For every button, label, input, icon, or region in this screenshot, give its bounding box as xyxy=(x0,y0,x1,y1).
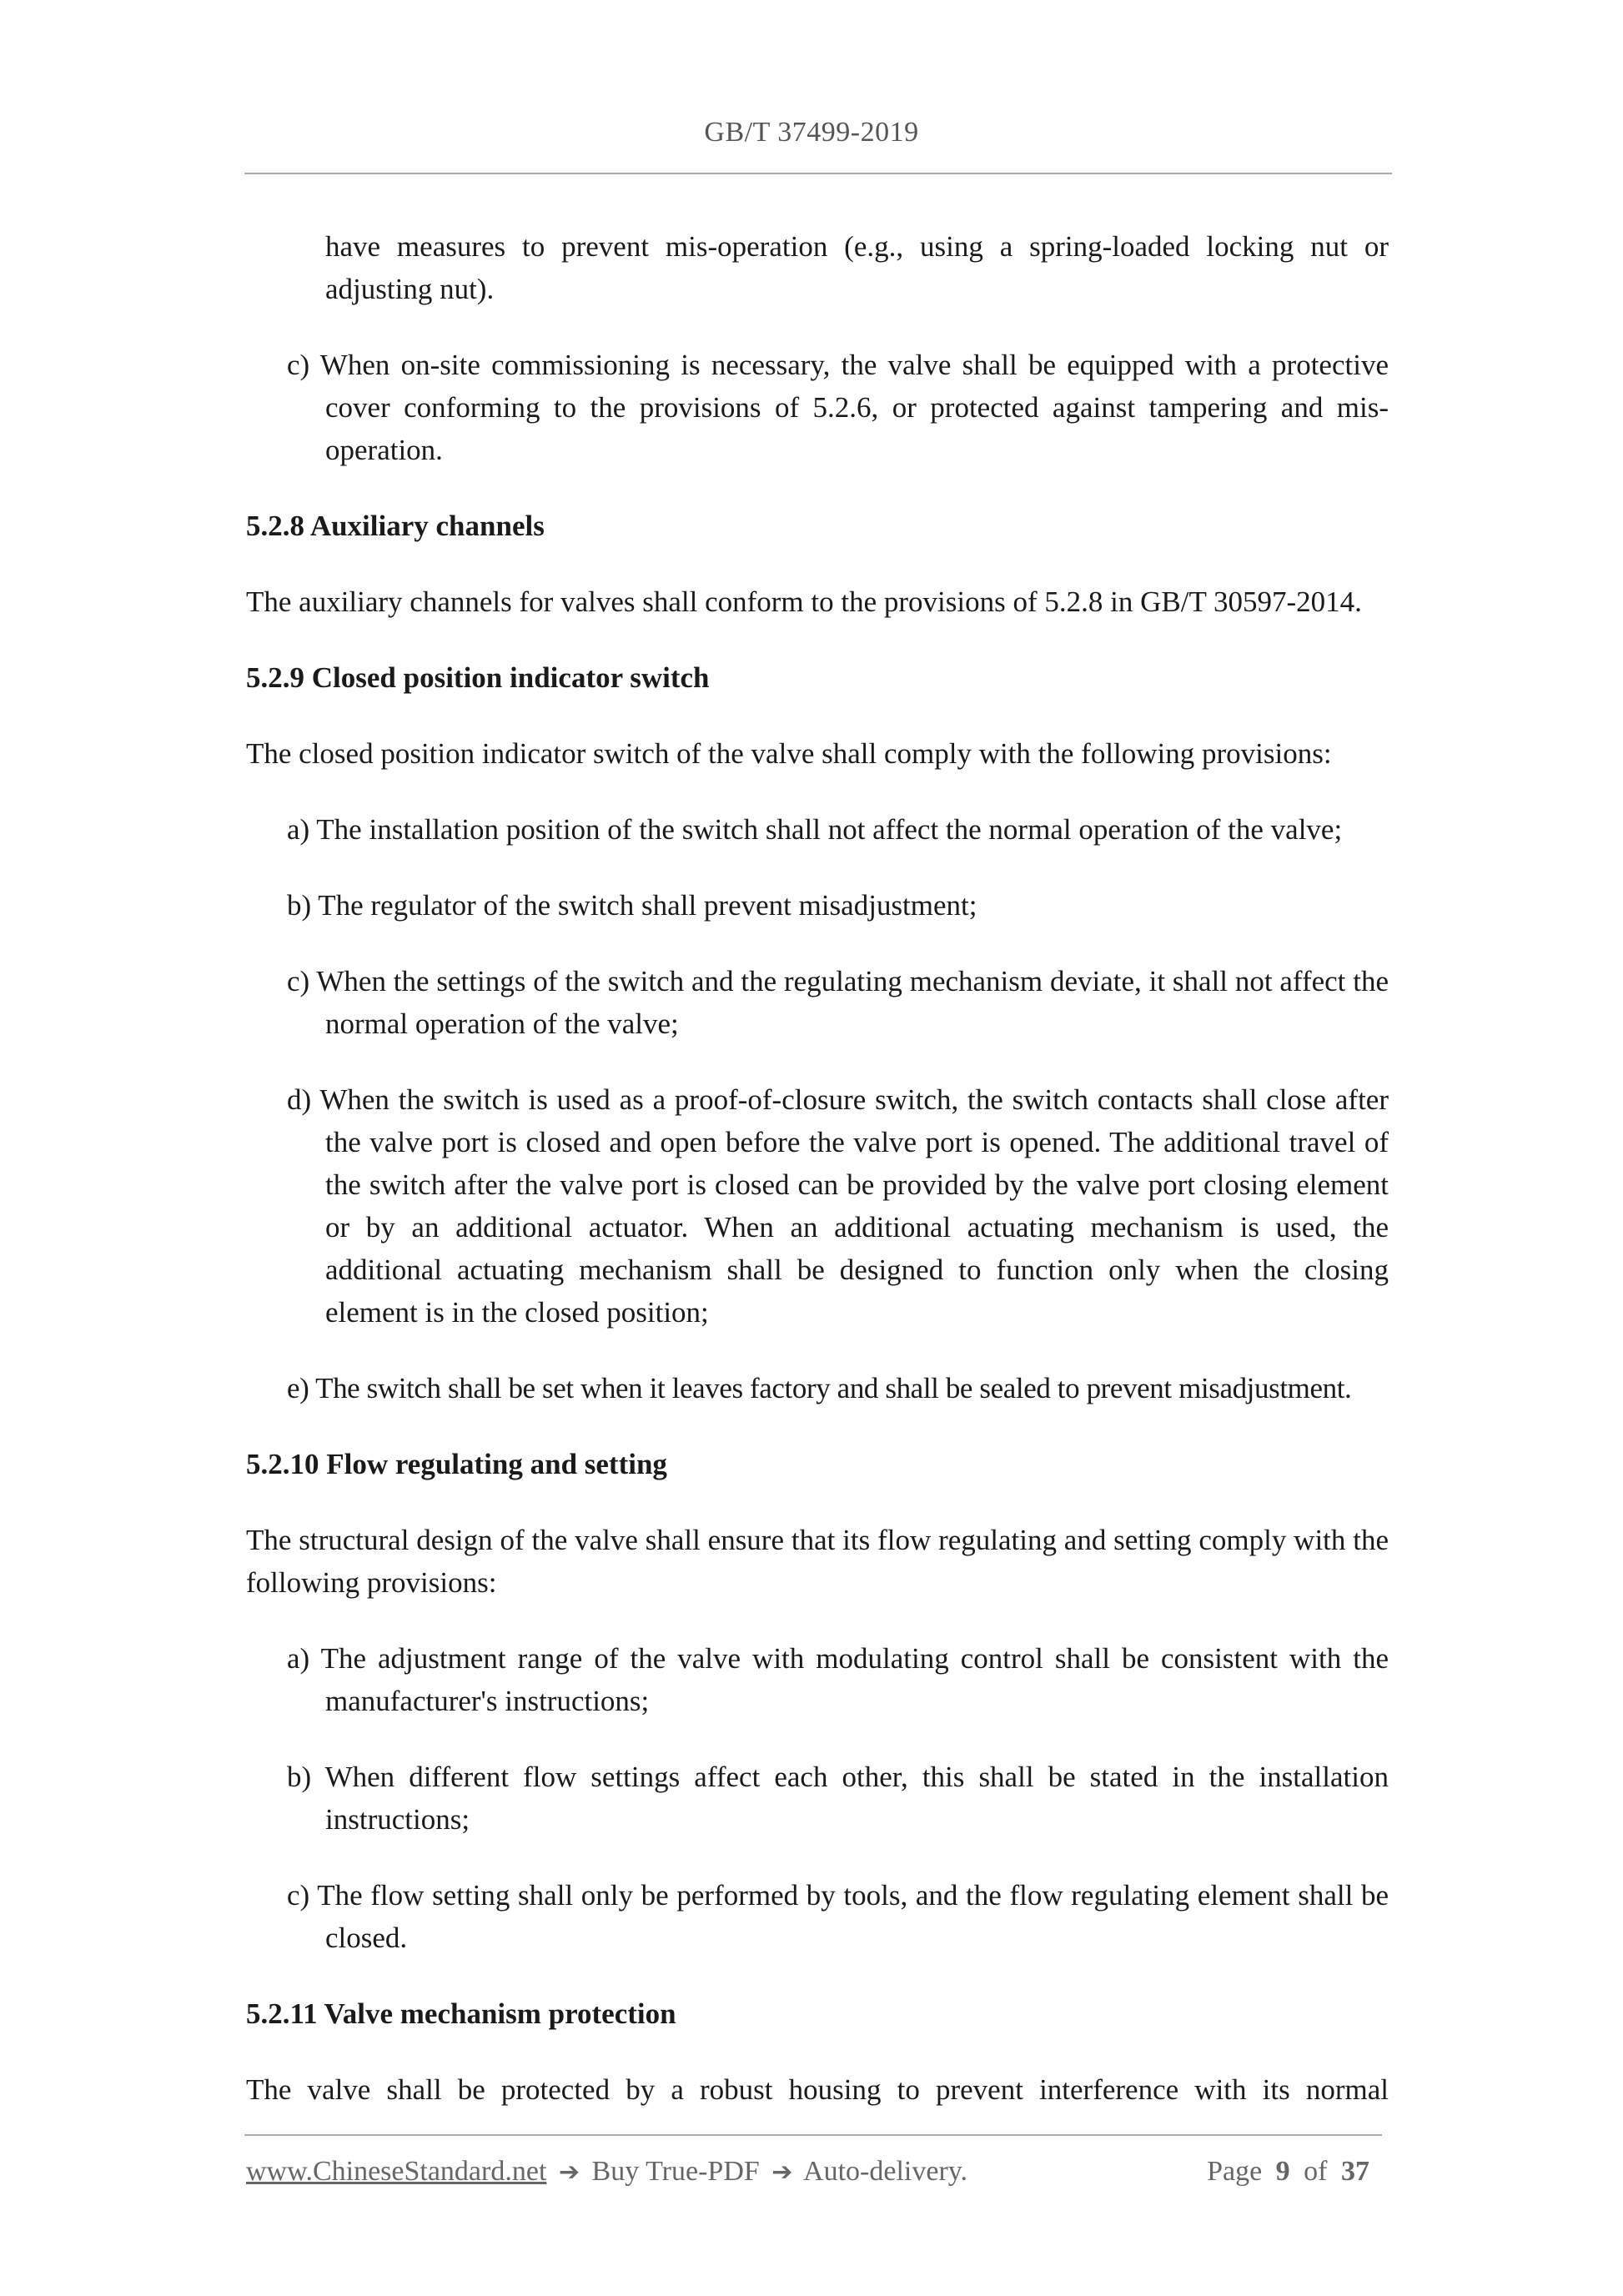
list-item-5-2-9-e: e) The switch shall be set when it leaves factory and shall be sealed to prevent misadjustment. xyxy=(287,1372,1352,1404)
page-label: Page xyxy=(1207,2156,1263,2187)
page-total: 37 xyxy=(1341,2156,1369,2187)
list-item-5-2-10-b: b) When different flow settings affect each other, this shall be stated in the installation instructions; xyxy=(287,1761,1389,1836)
page-current: 9 xyxy=(1275,2156,1290,2187)
header-title: GB/T 37499-2019 xyxy=(704,117,919,148)
list-item-c-commissioning: c) When on-site commissioning is necessary, the valve shall be equipped with a protective cover conforming to the provisions of 5.2.6, or protected against tampering and mis-operation. xyxy=(287,349,1389,466)
continued-item-b: have measures to prevent mis-operation (e.g., using a spring-loaded locking nut or adjusting nut). xyxy=(325,230,1389,305)
heading-5-2-8: 5.2.8 Auxiliary channels xyxy=(246,510,545,542)
header-divider xyxy=(244,173,1392,174)
list-item-5-2-10-c: c) The flow setting shall only be performed by tools, and the flow regulating element shall be closed. xyxy=(287,1879,1389,1954)
page-number xyxy=(1207,2156,1376,2188)
heading-5-2-11: 5.2.11 Valve mechanism protection xyxy=(246,1997,676,2030)
auto-delivery-text: Auto-delivery. xyxy=(803,2156,968,2187)
list-item-5-2-9-b: b) The regulator of the switch shall prevent misadjustment; xyxy=(287,889,977,922)
heading-5-2-9: 5.2.9 Closed position indicator switch xyxy=(246,661,710,694)
footer-promo xyxy=(246,2156,967,2188)
list-item-5-2-9-a: a) The installation position of the switch shall not affect the normal operation of the valve; xyxy=(287,813,1343,846)
buy-true-pdf-text: Buy True-PDF xyxy=(591,2156,760,2187)
site-link[interactable]: www.ChineseStandard.net xyxy=(246,2156,547,2187)
paragraph-5-2-8: The auxiliary channels for valves shall conform to the provisions of 5.2.8 in GB/T 30597-2014. xyxy=(246,585,1362,618)
arrow-right-icon: ➔ xyxy=(558,2158,580,2187)
paragraph-5-2-9: The closed position indicator switch of the valve shall comply with the following provisions: xyxy=(246,737,1332,770)
arrow-right-icon: ➔ xyxy=(771,2158,793,2187)
page-content xyxy=(246,225,1389,2111)
paragraph-5-2-10: The structural design of the valve shall ensure that its flow regulating and setting comply with the following provisions: xyxy=(246,1524,1389,1599)
footer-divider xyxy=(244,2134,1382,2136)
heading-5-2-10: 5.2.10 Flow regulating and setting xyxy=(246,1448,667,1480)
list-item-5-2-9-d: d) When the switch is used as a proof-of-closure switch, the switch contacts shall close after the valve port is closed and open before the valve port is opened. The additional travel of the switch after the valve port is closed can be provided by the valve port closing element or by an additional actuator. When an additional actuating mechanism is used, the additional actuating mechanism shall be designed to function only when the closing element is in the closed position; xyxy=(287,1083,1389,1329)
paragraph-5-2-11: The valve shall be protected by a robust housing to prevent interference with its normal xyxy=(246,2073,1389,2106)
list-item-5-2-10-a: a) The adjustment range of the valve with modulating control shall be consistent with the manufacturer's instructions; xyxy=(287,1642,1389,1717)
list-item-5-2-9-c: c) When the settings of the switch and the regulating mechanism deviate, it shall not affect the normal operation of the valve; xyxy=(287,965,1389,1040)
page-of-label: of xyxy=(1304,2156,1328,2187)
